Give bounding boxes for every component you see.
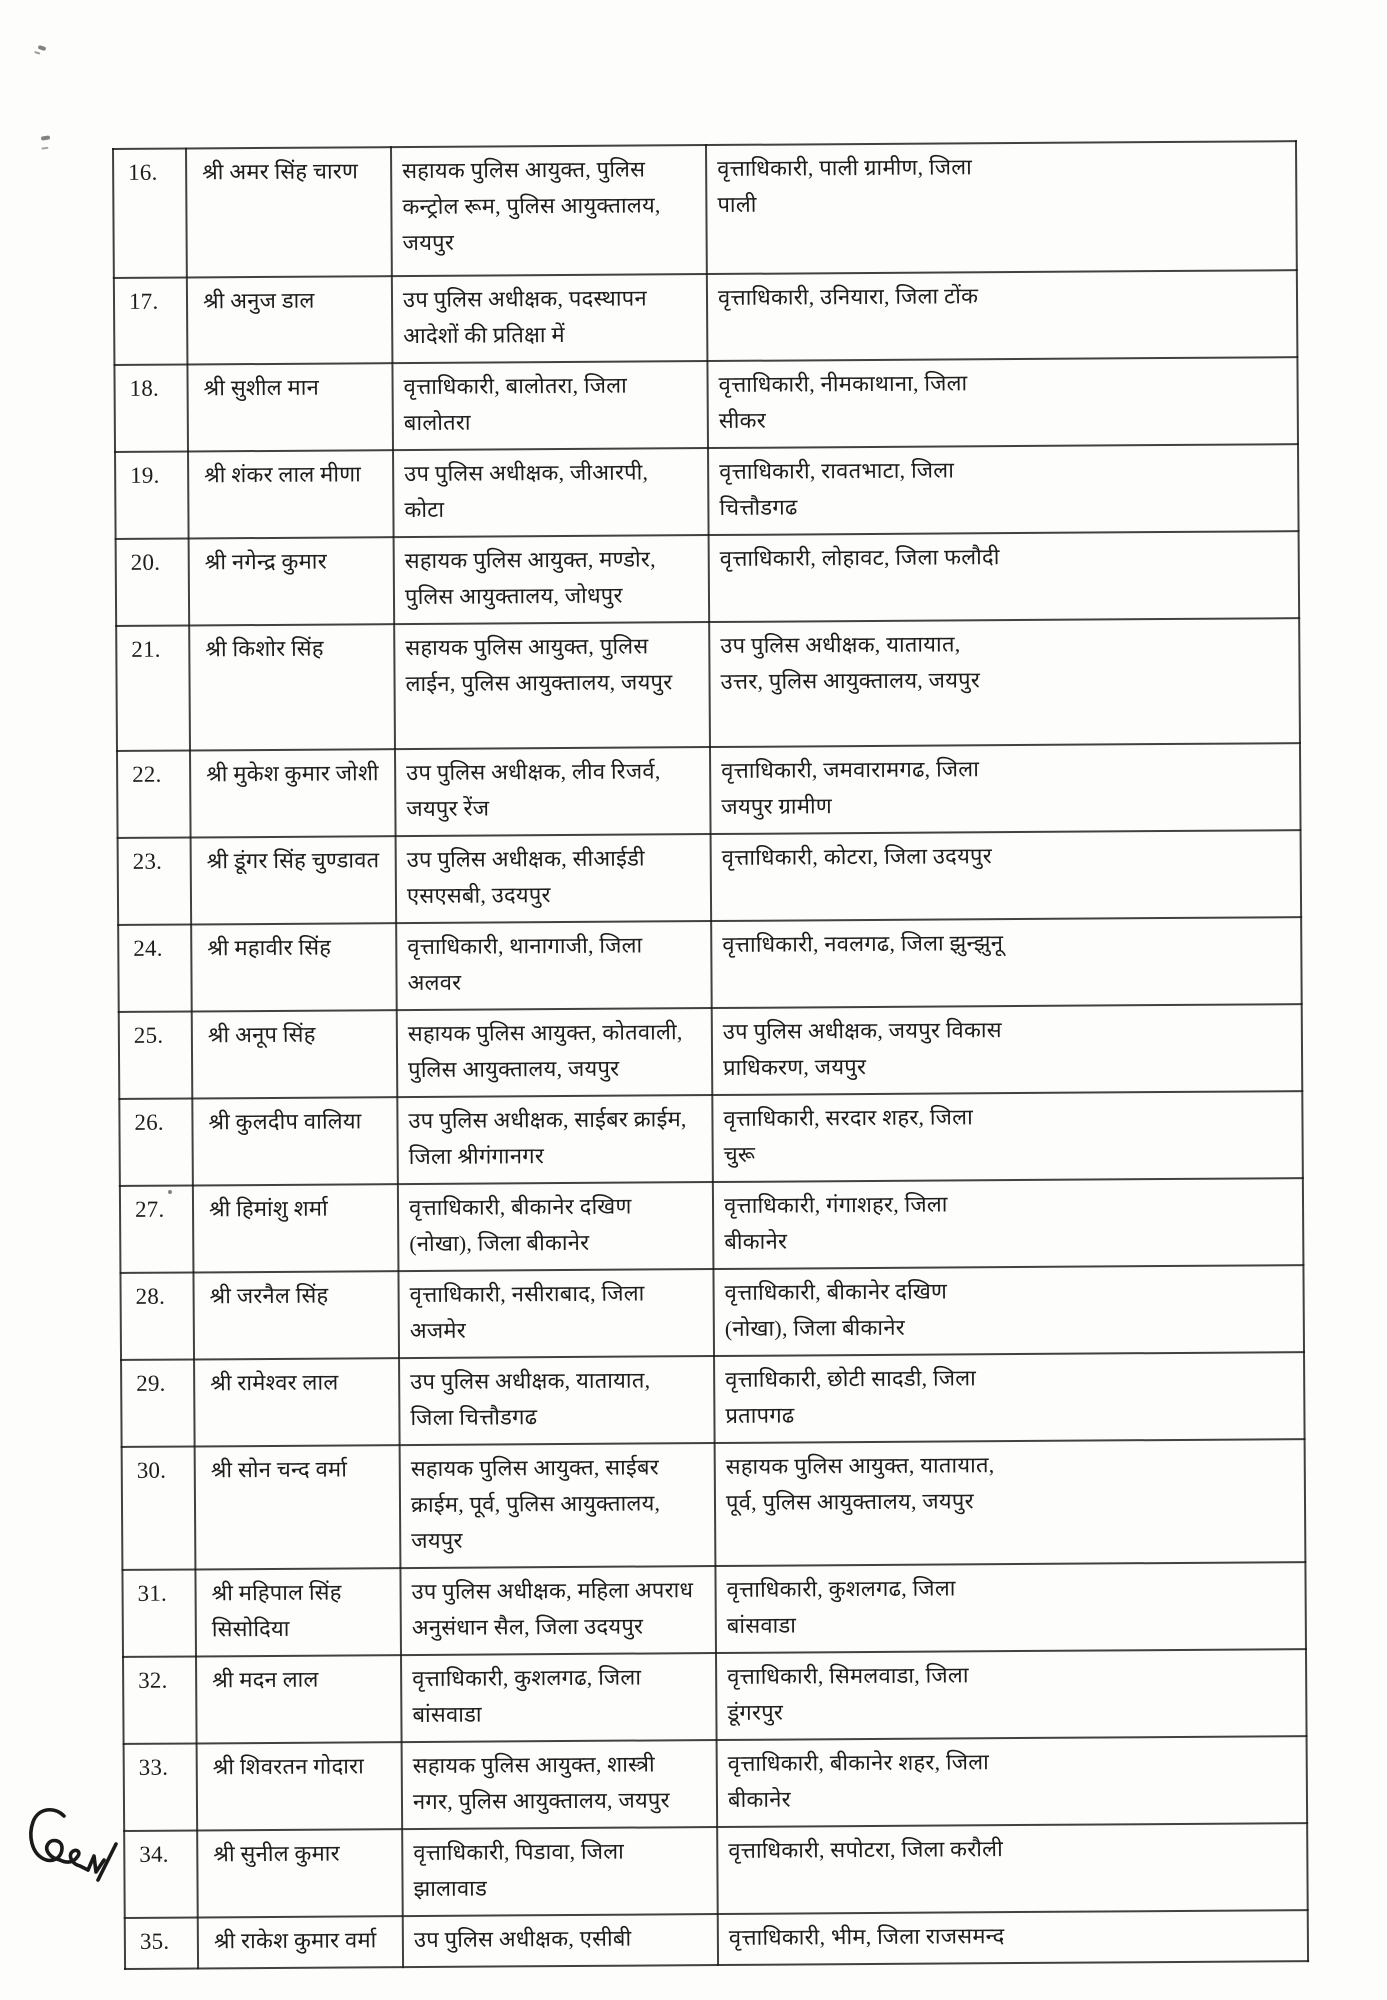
name-cell: श्री शंकर लाल मीणा [188,450,394,538]
new-posting-cell: वृत्ताधिकारी, उनियारा, जिला टोंक [707,270,1298,361]
serial-cell: 34. [124,1830,198,1917]
table-row [116,618,1300,751]
new-posting-cell: उप पुलिस अधीक्षक, जयपुर विकास प्राधिकरण, जयपुर [712,1004,1303,1095]
name-cell: श्री मुकेश कुमार जोशी [190,749,396,837]
name-cell: श्री सुशील मान [187,363,393,451]
current-posting-cell: उप पुलिस अधीक्षक, एसीबी [403,1914,718,1967]
new-posting-cell: वृत्ताधिकारी, कोटरा, जिला उदयपुर [711,830,1302,921]
current-posting-cell: उप पुलिस अधीक्षक, महिला अपराध अनुसंधान सैल, जिला उदयपुर [400,1566,716,1655]
table-row [125,1910,1308,1969]
serial-cell: 30. [122,1446,196,1569]
new-posting-cell: वृत्ताधिकारी, नवलगढ, जिला झुन्झुनू [711,917,1302,1008]
name-cell: श्री राकेश कुमार वर्मा [198,1916,403,1968]
serial-cell: 18. [114,365,188,452]
serial-cell: 22. [117,750,191,837]
new-posting-cell: वृत्ताधिकारी, सिमलवाडा, जिला डूंगरपुर [716,1649,1307,1740]
current-posting-cell: सहायक पुलिस आयुक्त, मण्डोर, पुलिस आयुक्तालय, जोधपुर [394,535,710,624]
table-row [123,1649,1307,1744]
serial-cell: 35. [125,1917,198,1968]
name-cell: श्री महावीर सिंह [191,923,397,1011]
table-row [114,270,1298,365]
current-posting-cell: सहायक पुलिस आयुक्त, पुलिस लाईन, पुलिस आयुक्तालय, जयपुर [394,622,710,749]
name-cell: श्री कुलदीप वालिया [192,1097,398,1185]
serial-cell: 33. [124,1743,198,1830]
new-posting-cell: सहायक पुलिस आयुक्त, यातायात, पूर्व, पुलिस आयुक्तालय, जयपुर [715,1439,1306,1566]
table-row [114,357,1298,452]
signature-scribble-icon [20,1806,138,1906]
current-posting-cell: उप पुलिस अधीक्षक, यातायात, जिला चित्तौडगढ [399,1356,715,1445]
serial-cell: 29. [121,1359,195,1446]
name-cell: श्री रामेश्वर लाल [194,1358,400,1446]
current-posting-cell: सहायक पुलिस आयुक्त, शास्त्री नगर, पुलिस आयुक्तालय, जयपुर [402,1740,718,1829]
table-row [122,1562,1306,1657]
name-cell: श्री अमर सिंह चारण [186,147,392,277]
name-cell: श्री सोन चन्द वर्मा [195,1445,401,1569]
serial-cell: 20. [116,539,190,626]
new-posting-cell: वृत्ताधिकारी, बीकानेर शहर, जिला बीकानेर [717,1736,1308,1827]
serial-cell: 32. [123,1656,197,1743]
serial-cell: 21. [116,625,190,750]
current-posting-cell: उप पुलिस अधीक्षक, साईबर क्राईम, जिला श्रीगंगानगर [397,1095,713,1184]
table-row [122,1439,1306,1570]
name-cell: श्री सुनील कुमार [197,1829,403,1917]
name-cell: श्री डूंगर सिंह चुण्डावत [191,836,397,924]
new-posting-cell: वृत्ताधिकारी, बीकानेर दखिण (नोखा), जिला बीकानेर [713,1265,1304,1356]
new-posting-cell: वृत्ताधिकारी, सपोटरा, जिला करौली [717,1823,1308,1914]
new-posting-cell: वृत्ताधिकारी, लोहावट, जिला फलौदी [709,531,1300,622]
scan-speckle-icon [41,135,50,140]
serial-cell: 28. [120,1272,194,1359]
table-row [124,1736,1308,1831]
name-cell: श्री मदन लाल [196,1655,402,1743]
new-posting-cell: वृत्ताधिकारी, जमवारामगढ, जिला जयपुर ग्रामीण [710,743,1301,834]
current-posting-cell: उप पुलिस अधीक्षक, लीव रिजर्व, जयपुर रेंज [395,747,711,836]
new-posting-cell: वृत्ताधिकारी, कुशलगढ, जिला बांसवाडा [715,1562,1306,1653]
current-posting-cell: वृत्ताधिकारी, थानागाजी, जिला अलवर [396,921,712,1010]
name-cell: श्री अनूप सिंह [192,1010,398,1098]
current-posting-cell: वृत्ताधिकारी, बीकानेर दखिण (नोखा), जिला बीकानेर [398,1182,714,1271]
current-posting-cell: सहायक पुलिस आयुक्त, साईबर क्राईम, पूर्व, पुलिस आयुक्तालय, जयपुर [400,1443,716,1568]
table-row [120,1178,1304,1273]
transfer-table-body [113,141,1308,1969]
current-posting-cell: वृत्ताधिकारी, पिडावा, जिला झालावाड [402,1827,718,1916]
name-cell: श्री हिमांशु शर्मा [193,1184,399,1272]
name-cell: श्री शिवरतन गोदारा [197,1742,403,1830]
serial-cell: 19. [115,452,189,539]
table-row [119,1091,1303,1186]
table-row [117,743,1301,838]
serial-cell: 16. [113,149,187,278]
table-row [121,1352,1305,1447]
new-posting-cell: वृत्ताधिकारी, नीमकाथाना, जिला सीकर [707,357,1298,448]
new-posting-cell: वृत्ताधिकारी, गंगाशहर, जिला बीकानेर [713,1178,1304,1269]
serial-cell: 31. [122,1569,196,1656]
name-cell: श्री नगेन्द्र कुमार [189,537,395,625]
new-posting-cell: वृत्ताधिकारी, भीम, जिला राजसमन्द [718,1910,1308,1965]
name-cell: श्री अनुज डाल [187,276,393,364]
new-posting-cell: उप पुलिस अधीक्षक, यातायात, उत्तर, पुलिस आयुक्तालय, जयपुर [709,618,1300,747]
new-posting-cell: वृत्ताधिकारी, सरदार शहर, जिला चुरू [712,1091,1303,1182]
serial-cell: 27. [120,1185,194,1272]
current-posting-cell: वृत्ताधिकारी, कुशलगढ, जिला बांसवाडा [401,1653,717,1742]
serial-cell: 25. [119,1011,193,1098]
transfer-table [112,140,1309,1970]
serial-cell: 17. [114,278,188,365]
new-posting-cell: वृत्ताधिकारी, पाली ग्रामीण, जिला पाली [706,141,1297,274]
table-row [119,1004,1303,1099]
table-row [116,531,1300,626]
table-row [113,141,1297,278]
table-row [118,830,1302,925]
name-cell: श्री जरनैल सिंह [193,1271,399,1359]
scan-speckle-icon [38,45,47,51]
table-row [115,444,1299,539]
current-posting-cell: वृत्ताधिकारी, बालोतरा, जिला बालोतरा [392,361,708,450]
serial-cell: 23. [118,837,192,924]
new-posting-cell: वृत्ताधिकारी, छोटी सादडी, जिला प्रतापगढ [714,1352,1305,1443]
table-row [124,1823,1308,1918]
current-posting-cell: उप पुलिस अधीक्षक, सीआईडी एसएसबी, उदयपुर [396,834,712,923]
current-posting-cell: वृत्ताधिकारी, नसीराबाद, जिला अजमेर [398,1269,714,1358]
serial-cell: 24. [118,924,192,1011]
table-row [118,917,1302,1012]
serial-cell: 26. [119,1098,193,1185]
table-row [120,1265,1304,1360]
current-posting-cell: सहायक पुलिस आयुक्त, पुलिस कन्ट्रोल रूम, पुलिस आयुक्तालय, जयपुर [391,145,707,276]
name-cell: श्री किशोर सिंह [189,624,395,750]
new-posting-cell: वृत्ताधिकारी, रावतभाटा, जिला चित्तौडगढ [708,444,1299,535]
current-posting-cell: उप पुलिस अधीक्षक, पदस्थापन आदेशों की प्रतिक्षा में [392,274,708,363]
current-posting-cell: सहायक पुलिस आयुक्त, कोतवाली, पुलिस आयुक्तालय, जयपुर [397,1008,713,1097]
name-cell: श्री महिपाल सिंह सिसोदिया [195,1568,401,1656]
current-posting-cell: उप पुलिस अधीक्षक, जीआरपी, कोटा [393,448,709,537]
